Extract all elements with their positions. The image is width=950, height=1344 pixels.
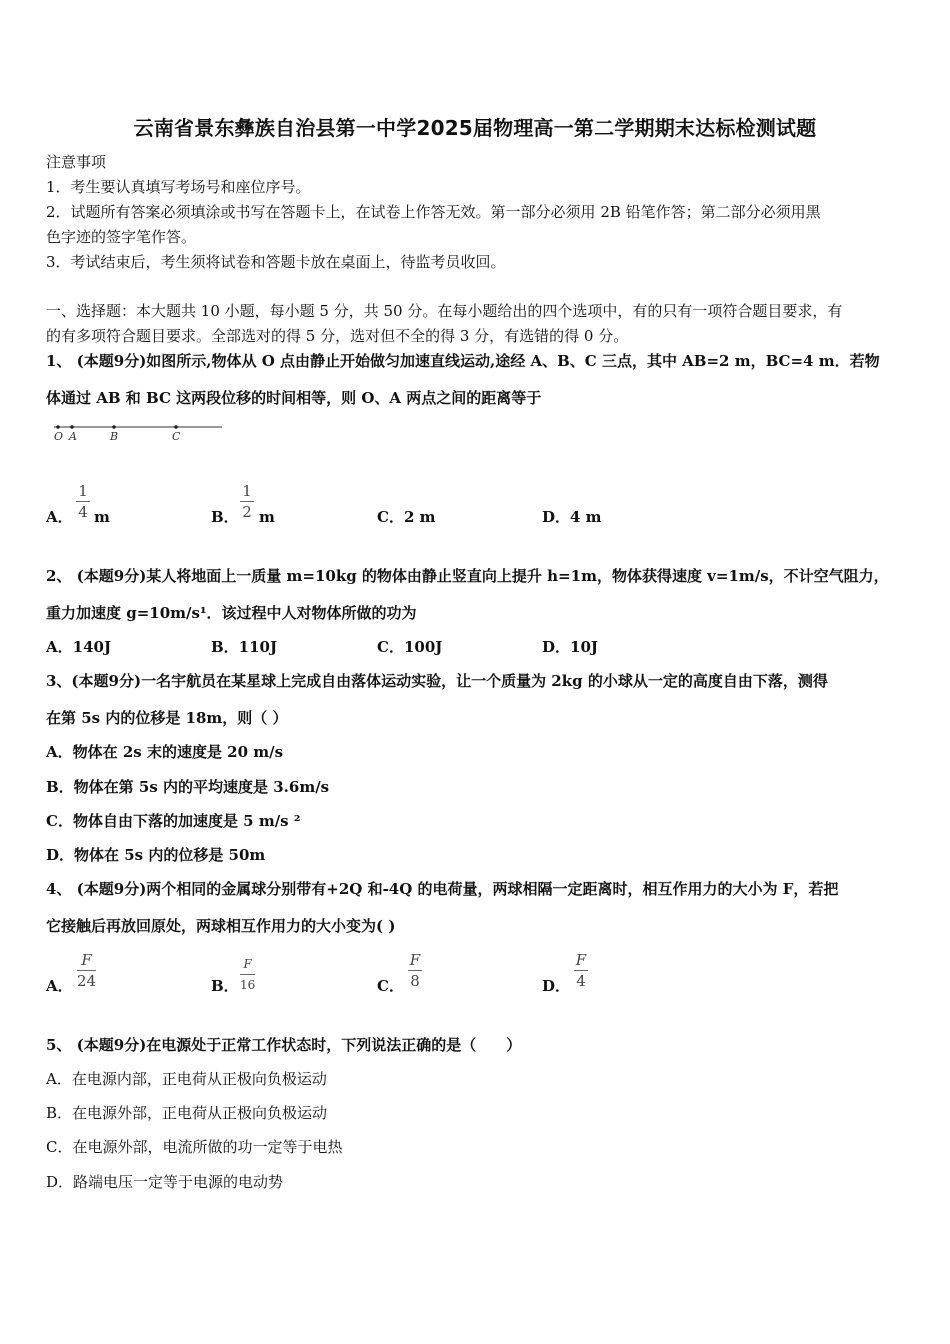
q4-option-b-fraction [240,956,255,993]
question-2-text: 重力加速度 g=10m/s¹．该过程中人对物体所做的功为 [46,604,417,622]
q1-option-b-unit: m [259,508,275,526]
question-3-text: 3、(本题9分)一名宇航员在某星球上完成自由落体运动实验，让一个质量为 2kg 的小球从一定的高度自由下落，测得 [46,672,828,690]
question-1-text: 体通过 AB 和 BC 这两段位移的时间相等，则 O、A 两点之间的距离等于 [46,389,542,407]
q1-option-b-fraction [240,483,254,520]
page-title: 云南省景东彝族自治县第一中学2025届物理高一第二学期期末达标检测试题 [133,116,817,140]
fraction-numerator: F [243,957,252,971]
notice-item: 1．考生要认真填写考场号和座位序号。 [46,178,311,196]
figure-label-o: O [54,430,64,443]
question-3-text: 在第 5s 内的位移是 18m，则（ ） [46,709,288,727]
q3-option-a: A．物体在 2s 末的速度是 20 m/s [46,743,284,761]
q4-option-a-fraction [77,952,96,989]
section-intro: 的有多项符合题目要求。全部选对的得 5 分，选对但不全的得 3 分，有选错的得 0 分。 [46,327,629,345]
section-intro: 一、选择题：本大题共 10 小题，每小题 5 分，共 50 分。在每小题给出的四个选项中，有的只有一项符合题目要求，有 [46,302,843,320]
question-2-text: 2、 (本题9分)某人将地面上一质量 m=10kg 的物体由静止竖直向上提升 h=1m，物体获得速度 v=1m/s，不计空气阻力， [46,567,889,585]
q1-option-b-label: B． [211,508,239,526]
q2-option-c: C．100J [377,638,443,656]
q5-option-a: A．在电源内部，正电荷从正极向负极运动 [46,1070,327,1088]
motion-line-figure [48,419,228,445]
fraction-denominator: 4 [576,972,586,990]
q1-option-a-unit: m [94,508,110,526]
q5-option-c: C．在电源外部，电流所做的功一定等于电热 [46,1138,343,1156]
question-4-text: 它接触后再放回原处，两球相互作用力的大小变为( ) [46,917,396,935]
q3-option-d: D．物体在 5s 内的位移是 50m [46,846,266,864]
notice-item: 2．试题所有答案必须填涂或书写在答题卡上，在试卷上作答无效。第一部分必须用 2B 铅笔作答；第二部分必须用黑 [46,203,821,221]
question-5-text: 5、 (本题9分)在电源处于正常工作状态时，下列说法正确的是（ ） [46,1036,522,1054]
fraction-denominator: 2 [242,503,252,521]
fraction-numerator: 1 [78,482,88,500]
fraction-denominator: 8 [410,972,420,990]
q4-option-a-label: A． [46,977,73,995]
q5-option-d: D．路端电压一定等于电源的电动势 [46,1173,284,1191]
q5-option-b: B．在电源外部，正电荷从正极向负极运动 [46,1104,328,1122]
q4-option-b-label: B． [211,977,239,995]
notice-heading: 注意事项 [46,153,107,171]
fraction-numerator: F [409,951,421,969]
q2-option-b: B．110J [211,638,278,656]
q1-option-a-fraction [76,483,90,520]
fraction-numerator: F [575,951,587,969]
q2-option-a: A．140J [46,638,112,656]
q4-option-c-label: C． [377,977,404,995]
q2-option-d: D．10J [542,638,598,656]
q4-option-d-label: D． [542,977,571,995]
fraction-numerator: F [81,951,92,969]
fraction-numerator: 1 [242,482,252,500]
figure-label-c: C [172,430,181,443]
notice-item: 3．考试结束后，考生须将试卷和答题卡放在桌面上，待监考员收回。 [46,253,506,271]
fraction-denominator: 4 [78,503,88,521]
figure-label-a: A [69,430,77,443]
notice-item: 色字迹的签字笔作答。 [46,228,197,246]
figure-label-b: B [110,430,119,443]
question-4-text: 4、 (本题9分)两个相同的金属球分别带有+2Q 和-4Q 的电荷量，两球相隔一定距离时，相互作用力的大小为 F，若把 [46,880,839,898]
q3-option-b: B．物体在第 5s 内的平均速度是 3.6m/s [46,778,330,796]
q1-option-d: D．4 m [542,508,602,526]
question-1-text: 1、 (本题9分)如图所示,物体从 O 点由静止开始做匀加速直线运动,途经 A、B、C 三点，其中 AB=2 m，BC=4 m．若物 [46,352,880,370]
q3-option-c: C．物体自由下落的加速度是 5 m/s ² [46,812,301,830]
q4-option-c-fraction [408,952,422,989]
q1-option-a-label: A． [46,508,73,526]
q4-option-d-fraction [574,952,588,989]
q1-option-c: C．2 m [377,508,436,526]
fraction-denominator: 16 [240,978,256,992]
fraction-denominator: 24 [77,972,97,990]
